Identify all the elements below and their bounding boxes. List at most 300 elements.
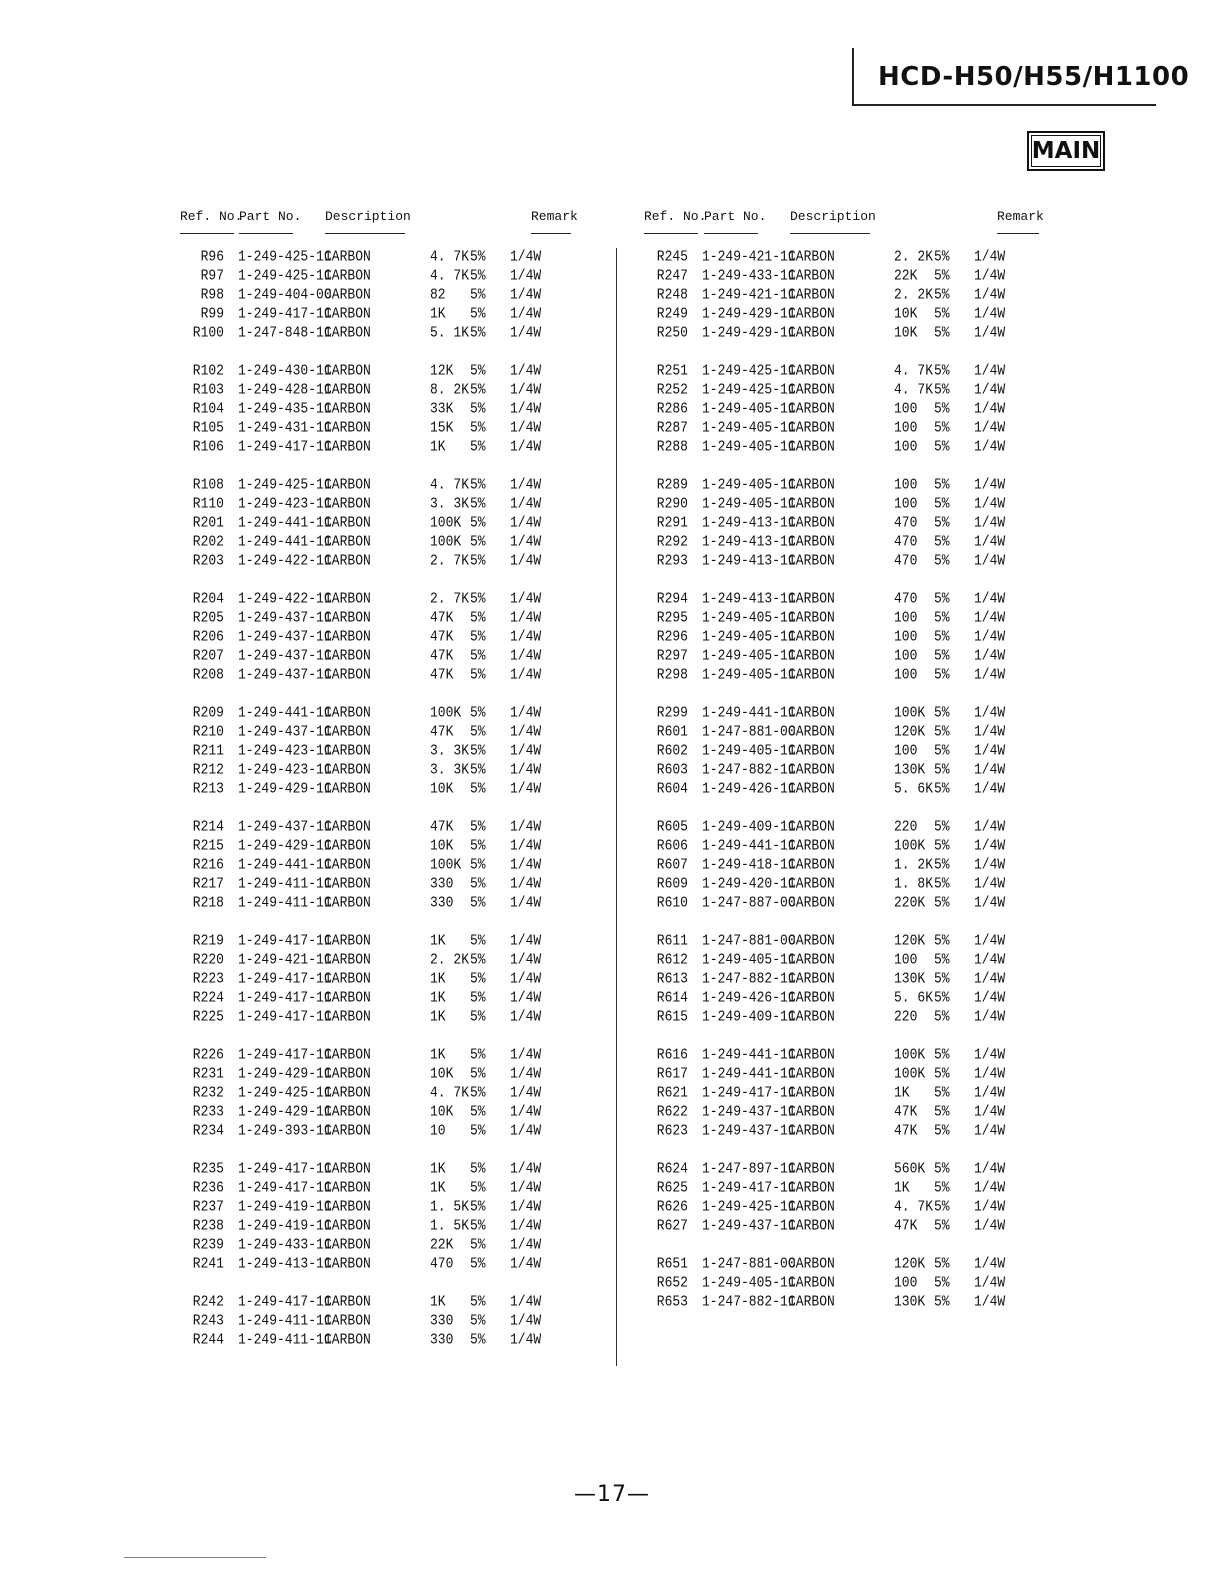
cell-ref-no: R106: [192, 438, 224, 456]
cell-tolerance: 5%: [470, 761, 486, 779]
cell-tolerance: 5%: [470, 1046, 486, 1064]
cell-tolerance: 5%: [470, 780, 486, 798]
cell-description: CARBON: [788, 647, 835, 665]
cell-ref-no: R602: [656, 742, 688, 760]
cell-ref-no: R607: [656, 856, 688, 874]
cell-ref-no: R218: [192, 894, 224, 912]
cell-remark: 1/4W: [974, 248, 1006, 266]
cell-ref-no: R294: [656, 590, 688, 608]
cell-description: CARBON: [788, 476, 835, 494]
cell-part-no: 1-247-881-00: [702, 723, 796, 741]
cell-description: CARBON: [324, 324, 371, 342]
cell-ref-no: R295: [656, 609, 688, 627]
cell-tolerance: 5%: [470, 875, 486, 893]
cell-remark: 1/4W: [974, 267, 1006, 285]
cell-remark: 1/4W: [510, 324, 542, 342]
cell-part-no: 1-249-419-11: [238, 1198, 332, 1216]
cell-remark: 1/4W: [974, 951, 1006, 969]
cell-ref-no: R241: [192, 1255, 224, 1273]
cell-part-no: 1-249-437-11: [238, 666, 332, 684]
cell-description: CARBON: [324, 1122, 371, 1140]
cell-part-no: 1-249-417-11: [238, 1179, 332, 1197]
cell-description: CARBON: [788, 324, 835, 342]
cell-part-no: 1-249-417-11: [238, 1160, 332, 1178]
cell-value: 2. 7K: [430, 552, 470, 570]
cell-tolerance: 5%: [934, 837, 950, 855]
cell-value: 100: [894, 951, 918, 969]
cell-tolerance: 5%: [934, 704, 950, 722]
cell-part-no: 1-249-393-11: [238, 1122, 332, 1140]
cell-value: 1K: [430, 989, 446, 1007]
cell-tolerance: 5%: [470, 1103, 486, 1121]
cell-tolerance: 5%: [470, 1084, 486, 1102]
cell-value: 220K: [894, 894, 926, 912]
cell-ref-no: R238: [192, 1217, 224, 1235]
cell-remark: 1/4W: [510, 286, 542, 304]
cell-remark: 1/4W: [974, 552, 1006, 570]
cell-ref-no: R226: [192, 1046, 224, 1064]
cell-part-no: 1-249-417-11: [238, 305, 332, 323]
cell-remark: 1/4W: [974, 1103, 1006, 1121]
cell-description: CARBON: [788, 894, 835, 912]
cell-ref-no: R237: [192, 1198, 224, 1216]
cell-description: CARBON: [788, 970, 835, 988]
cell-part-no: 1-249-421-11: [238, 951, 332, 969]
cell-value: 5. 1K: [430, 324, 470, 342]
cell-value: 100K: [430, 856, 462, 874]
cell-description: CARBON: [324, 533, 371, 551]
cell-tolerance: 5%: [470, 818, 486, 836]
cell-tolerance: 5%: [470, 894, 486, 912]
cell-tolerance: 5%: [934, 1255, 950, 1273]
cell-part-no: 1-249-409-11: [702, 1008, 796, 1026]
cell-part-no: 1-249-437-11: [702, 1122, 796, 1140]
cell-description: CARBON: [324, 723, 371, 741]
cell-value: 4. 7K: [430, 248, 470, 266]
cell-value: 10: [430, 1122, 446, 1140]
cell-ref-no: R653: [656, 1293, 688, 1311]
cell-part-no: 1-249-425-11: [238, 267, 332, 285]
cell-remark: 1/4W: [510, 837, 542, 855]
cell-description: CARBON: [324, 248, 371, 266]
cell-tolerance: 5%: [934, 628, 950, 646]
cell-part-no: 1-249-425-11: [702, 381, 796, 399]
cell-ref-no: R210: [192, 723, 224, 741]
cell-remark: 1/4W: [974, 514, 1006, 532]
cell-remark: 1/4W: [974, 628, 1006, 646]
cell-value: 1. 5K: [430, 1198, 470, 1216]
cell-description: CARBON: [788, 1084, 835, 1102]
cell-tolerance: 5%: [470, 723, 486, 741]
cell-tolerance: 5%: [470, 1236, 486, 1254]
cell-remark: 1/4W: [974, 400, 1006, 418]
cell-tolerance: 5%: [934, 666, 950, 684]
cell-tolerance: 5%: [934, 780, 950, 798]
cell-part-no: 1-249-417-11: [238, 1293, 332, 1311]
cell-remark: 1/4W: [510, 267, 542, 285]
cell-part-no: 1-247-882-11: [702, 1293, 796, 1311]
cell-ref-no: R203: [192, 552, 224, 570]
cell-tolerance: 5%: [470, 495, 486, 513]
cell-ref-no: R250: [656, 324, 688, 342]
cell-ref-no: R201: [192, 514, 224, 532]
cell-ref-no: R298: [656, 666, 688, 684]
cell-tolerance: 5%: [470, 1160, 486, 1178]
cell-ref-no: R225: [192, 1008, 224, 1026]
cell-remark: 1/4W: [974, 1122, 1006, 1140]
cell-tolerance: 5%: [934, 875, 950, 893]
cell-part-no: 1-249-405-11: [702, 1274, 796, 1292]
cell-remark: 1/4W: [510, 780, 542, 798]
cell-tolerance: 5%: [934, 590, 950, 608]
cell-tolerance: 5%: [934, 419, 950, 437]
cell-ref-no: R206: [192, 628, 224, 646]
cell-part-no: 1-249-441-11: [702, 1065, 796, 1083]
cell-part-no: 1-249-433-11: [238, 1236, 332, 1254]
cell-ref-no: R104: [192, 400, 224, 418]
cell-tolerance: 5%: [470, 609, 486, 627]
header-underline: [325, 233, 405, 234]
cell-part-no: 1-249-413-11: [702, 552, 796, 570]
cell-remark: 1/4W: [974, 1293, 1006, 1311]
cell-part-no: 1-249-437-11: [238, 723, 332, 741]
cell-description: CARBON: [324, 1312, 371, 1330]
cell-tolerance: 5%: [470, 248, 486, 266]
cell-description: CARBON: [788, 495, 835, 513]
cell-ref-no: R219: [192, 932, 224, 950]
cell-ref-no: R242: [192, 1293, 224, 1311]
cell-remark: 1/4W: [510, 932, 542, 950]
cell-value: 47K: [894, 1103, 918, 1121]
cell-ref-no: R207: [192, 647, 224, 665]
cell-value: 1K: [430, 1008, 446, 1026]
cell-remark: 1/4W: [510, 533, 542, 551]
cell-value: 47K: [430, 647, 454, 665]
cell-tolerance: 5%: [934, 286, 950, 304]
cell-remark: 1/4W: [510, 476, 542, 494]
cell-value: 2. 2K: [894, 286, 934, 304]
cell-value: 330: [430, 1312, 454, 1330]
cell-value: 470: [430, 1255, 454, 1273]
cell-description: CARBON: [788, 286, 835, 304]
cell-description: CARBON: [324, 381, 371, 399]
cell-part-no: 1-249-411-11: [238, 1312, 332, 1330]
cell-ref-no: R223: [192, 970, 224, 988]
header-ref-no: Ref. No.: [644, 209, 707, 224]
cell-tolerance: 5%: [470, 590, 486, 608]
cell-part-no: 1-249-421-11: [702, 248, 796, 266]
cell-tolerance: 5%: [470, 932, 486, 950]
cell-value: 100: [894, 647, 918, 665]
cell-description: CARBON: [324, 970, 371, 988]
cell-remark: 1/4W: [974, 1046, 1006, 1064]
cell-remark: 1/4W: [510, 1255, 542, 1273]
cell-remark: 1/4W: [510, 495, 542, 513]
cell-tolerance: 5%: [470, 989, 486, 1007]
cell-part-no: 1-249-405-11: [702, 647, 796, 665]
cell-tolerance: 5%: [470, 1122, 486, 1140]
cell-ref-no: R293: [656, 552, 688, 570]
cell-part-no: 1-249-405-11: [702, 666, 796, 684]
cell-tolerance: 5%: [934, 970, 950, 988]
cell-part-no: 1-249-411-11: [238, 894, 332, 912]
cell-part-no: 1-249-417-11: [238, 1046, 332, 1064]
cell-remark: 1/4W: [510, 1008, 542, 1026]
cell-tolerance: 5%: [470, 666, 486, 684]
cell-part-no: 1-249-411-11: [238, 1331, 332, 1349]
cell-remark: 1/4W: [510, 761, 542, 779]
cell-ref-no: R243: [192, 1312, 224, 1330]
cell-ref-no: R239: [192, 1236, 224, 1254]
cell-description: CARBON: [788, 761, 835, 779]
cell-remark: 1/4W: [510, 1122, 542, 1140]
cell-ref-no: R103: [192, 381, 224, 399]
cell-description: CARBON: [324, 1236, 371, 1254]
cell-tolerance: 5%: [470, 362, 486, 380]
cell-description: CARBON: [324, 1084, 371, 1102]
cell-part-no: 1-249-441-11: [702, 837, 796, 855]
cell-remark: 1/4W: [974, 324, 1006, 342]
cell-part-no: 1-249-411-11: [238, 875, 332, 893]
cell-part-no: 1-247-882-11: [702, 970, 796, 988]
cell-value: 47K: [430, 609, 454, 627]
cell-value: 1K: [430, 1293, 446, 1311]
cell-remark: 1/4W: [974, 381, 1006, 399]
cell-tolerance: 5%: [470, 970, 486, 988]
header-underline: [531, 233, 571, 234]
cell-value: 470: [894, 552, 918, 570]
cell-ref-no: R232: [192, 1084, 224, 1102]
header-description: Description: [325, 209, 411, 224]
cell-remark: 1/4W: [974, 590, 1006, 608]
cell-value: 560K: [894, 1160, 926, 1178]
cell-tolerance: 5%: [934, 267, 950, 285]
cell-part-no: 1-249-433-11: [702, 267, 796, 285]
cell-ref-no: R215: [192, 837, 224, 855]
cell-description: CARBON: [324, 1103, 371, 1121]
cell-remark: 1/4W: [510, 1179, 542, 1197]
cell-value: 1. 8K: [894, 875, 934, 893]
cell-remark: 1/4W: [974, 609, 1006, 627]
cell-value: 47K: [894, 1217, 918, 1235]
cell-description: CARBON: [324, 780, 371, 798]
cell-ref-no: R245: [656, 248, 688, 266]
cell-description: CARBON: [324, 1179, 371, 1197]
cell-value: 1K: [430, 1046, 446, 1064]
cell-value: 22K: [430, 1236, 454, 1254]
cell-ref-no: R98: [200, 286, 224, 304]
cell-value: 47K: [430, 628, 454, 646]
cell-value: 130K: [894, 761, 926, 779]
cell-part-no: 1-249-413-11: [702, 514, 796, 532]
cell-part-no: 1-249-441-11: [702, 704, 796, 722]
cell-tolerance: 5%: [470, 1293, 486, 1311]
header-part-no: Part No.: [704, 209, 767, 224]
cell-tolerance: 5%: [470, 381, 486, 399]
cell-ref-no: R626: [656, 1198, 688, 1216]
cell-value: 33K: [430, 400, 454, 418]
cell-part-no: 1-249-417-11: [702, 1179, 796, 1197]
cell-ref-no: R244: [192, 1331, 224, 1349]
cell-ref-no: R252: [656, 381, 688, 399]
cell-ref-no: R609: [656, 875, 688, 893]
cell-description: CARBON: [788, 1160, 835, 1178]
cell-value: 10K: [894, 305, 918, 323]
cell-part-no: 1-249-435-11: [238, 400, 332, 418]
cell-description: CARBON: [324, 362, 371, 380]
cell-value: 120K: [894, 932, 926, 950]
cell-value: 100: [894, 495, 918, 513]
cell-tolerance: 5%: [934, 932, 950, 950]
cell-tolerance: 5%: [934, 609, 950, 627]
cell-tolerance: 5%: [470, 552, 486, 570]
cell-value: 4. 7K: [430, 267, 470, 285]
cell-tolerance: 5%: [934, 1065, 950, 1083]
cell-tolerance: 5%: [470, 514, 486, 532]
cell-remark: 1/4W: [974, 780, 1006, 798]
cell-description: CARBON: [788, 381, 835, 399]
cell-value: 5. 6K: [894, 989, 934, 1007]
cell-ref-no: R610: [656, 894, 688, 912]
cell-remark: 1/4W: [510, 875, 542, 893]
cell-description: CARBON: [324, 514, 371, 532]
cell-tolerance: 5%: [470, 324, 486, 342]
cell-part-no: 1-249-405-11: [702, 438, 796, 456]
cell-remark: 1/4W: [974, 1255, 1006, 1273]
cell-description: CARBON: [788, 875, 835, 893]
cell-description: CARBON: [788, 723, 835, 741]
header-part-no: Part No.: [239, 209, 302, 224]
cell-remark: 1/4W: [510, 1198, 542, 1216]
cell-tolerance: 5%: [470, 704, 486, 722]
cell-tolerance: 5%: [470, 1255, 486, 1273]
cell-description: CARBON: [324, 590, 371, 608]
cell-value: 12K: [430, 362, 454, 380]
cell-remark: 1/4W: [974, 1160, 1006, 1178]
cell-ref-no: R286: [656, 400, 688, 418]
cell-tolerance: 5%: [934, 495, 950, 513]
cell-description: CARBON: [324, 951, 371, 969]
header-underline: [997, 233, 1039, 234]
cell-ref-no: R99: [200, 305, 224, 323]
cell-part-no: 1-249-405-11: [702, 742, 796, 760]
cell-value: 130K: [894, 1293, 926, 1311]
cell-part-no: 1-249-437-11: [238, 647, 332, 665]
cell-description: CARBON: [324, 1198, 371, 1216]
cell-value: 100K: [430, 533, 462, 551]
cell-part-no: 1-249-441-11: [238, 514, 332, 532]
cell-ref-no: R105: [192, 419, 224, 437]
cell-part-no: 1-249-425-11: [702, 362, 796, 380]
cell-value: 120K: [894, 723, 926, 741]
cell-description: CARBON: [324, 267, 371, 285]
cell-description: CARBON: [324, 666, 371, 684]
cell-ref-no: R204: [192, 590, 224, 608]
cell-value: 100: [894, 476, 918, 494]
cell-tolerance: 5%: [470, 1179, 486, 1197]
cell-part-no: 1-249-437-11: [702, 1103, 796, 1121]
cell-part-no: 1-249-428-11: [238, 381, 332, 399]
cell-part-no: 1-249-405-11: [702, 609, 796, 627]
cell-ref-no: R220: [192, 951, 224, 969]
cell-description: CARBON: [788, 514, 835, 532]
cell-ref-no: R627: [656, 1217, 688, 1235]
cell-tolerance: 5%: [470, 1217, 486, 1235]
cell-ref-no: R251: [656, 362, 688, 380]
cell-ref-no: R110: [192, 495, 224, 513]
cell-ref-no: R296: [656, 628, 688, 646]
cell-remark: 1/4W: [974, 362, 1006, 380]
cell-remark: 1/4W: [510, 856, 542, 874]
cell-remark: 1/4W: [510, 1217, 542, 1235]
cell-part-no: 1-249-417-11: [238, 989, 332, 1007]
cell-value: 100K: [430, 514, 462, 532]
cell-value: 4. 7K: [894, 1198, 934, 1216]
cell-remark: 1/4W: [510, 552, 542, 570]
cell-remark: 1/4W: [510, 970, 542, 988]
cell-remark: 1/4W: [510, 704, 542, 722]
cell-ref-no: R622: [656, 1103, 688, 1121]
cell-description: CARBON: [324, 438, 371, 456]
cell-tolerance: 5%: [934, 1103, 950, 1121]
cell-tolerance: 5%: [470, 1198, 486, 1216]
cell-tolerance: 5%: [934, 647, 950, 665]
cell-value: 330: [430, 875, 454, 893]
cell-ref-no: R211: [192, 742, 224, 760]
cell-description: CARBON: [324, 628, 371, 646]
cell-tolerance: 5%: [470, 1008, 486, 1026]
cell-value: 82: [430, 286, 446, 304]
cell-description: CARBON: [324, 761, 371, 779]
cell-ref-no: R247: [656, 267, 688, 285]
cell-value: 2. 7K: [430, 590, 470, 608]
cell-part-no: 1-249-437-11: [238, 628, 332, 646]
cell-value: 1K: [430, 1160, 446, 1178]
cell-remark: 1/4W: [974, 875, 1006, 893]
cell-ref-no: R613: [656, 970, 688, 988]
cell-part-no: 1-249-441-11: [238, 856, 332, 874]
cell-description: CARBON: [788, 1008, 835, 1026]
cell-part-no: 1-249-441-11: [702, 1046, 796, 1064]
cell-value: 100K: [894, 1046, 926, 1064]
cell-ref-no: R651: [656, 1255, 688, 1273]
cell-description: CARBON: [788, 856, 835, 874]
cell-value: 10K: [430, 780, 454, 798]
cell-remark: 1/4W: [510, 1236, 542, 1254]
cell-tolerance: 5%: [470, 476, 486, 494]
cell-value: 220: [894, 1008, 918, 1026]
cell-description: CARBON: [788, 704, 835, 722]
cell-ref-no: R297: [656, 647, 688, 665]
cell-description: CARBON: [788, 951, 835, 969]
cell-remark: 1/4W: [974, 533, 1006, 551]
cell-part-no: 1-249-437-11: [238, 609, 332, 627]
cell-description: CARBON: [324, 742, 371, 760]
cell-remark: 1/4W: [974, 1274, 1006, 1292]
cell-part-no: 1-249-437-11: [702, 1217, 796, 1235]
cell-value: 330: [430, 1331, 454, 1349]
cell-value: 330: [430, 894, 454, 912]
cell-remark: 1/4W: [974, 761, 1006, 779]
cell-remark: 1/4W: [510, 438, 542, 456]
cell-ref-no: R289: [656, 476, 688, 494]
cell-ref-no: R235: [192, 1160, 224, 1178]
model-title: HCD-H50/H55/H1100: [878, 62, 1190, 92]
cell-tolerance: 5%: [934, 761, 950, 779]
cell-part-no: 1-249-405-11: [702, 419, 796, 437]
cell-description: CARBON: [324, 1065, 371, 1083]
cell-tolerance: 5%: [934, 723, 950, 741]
